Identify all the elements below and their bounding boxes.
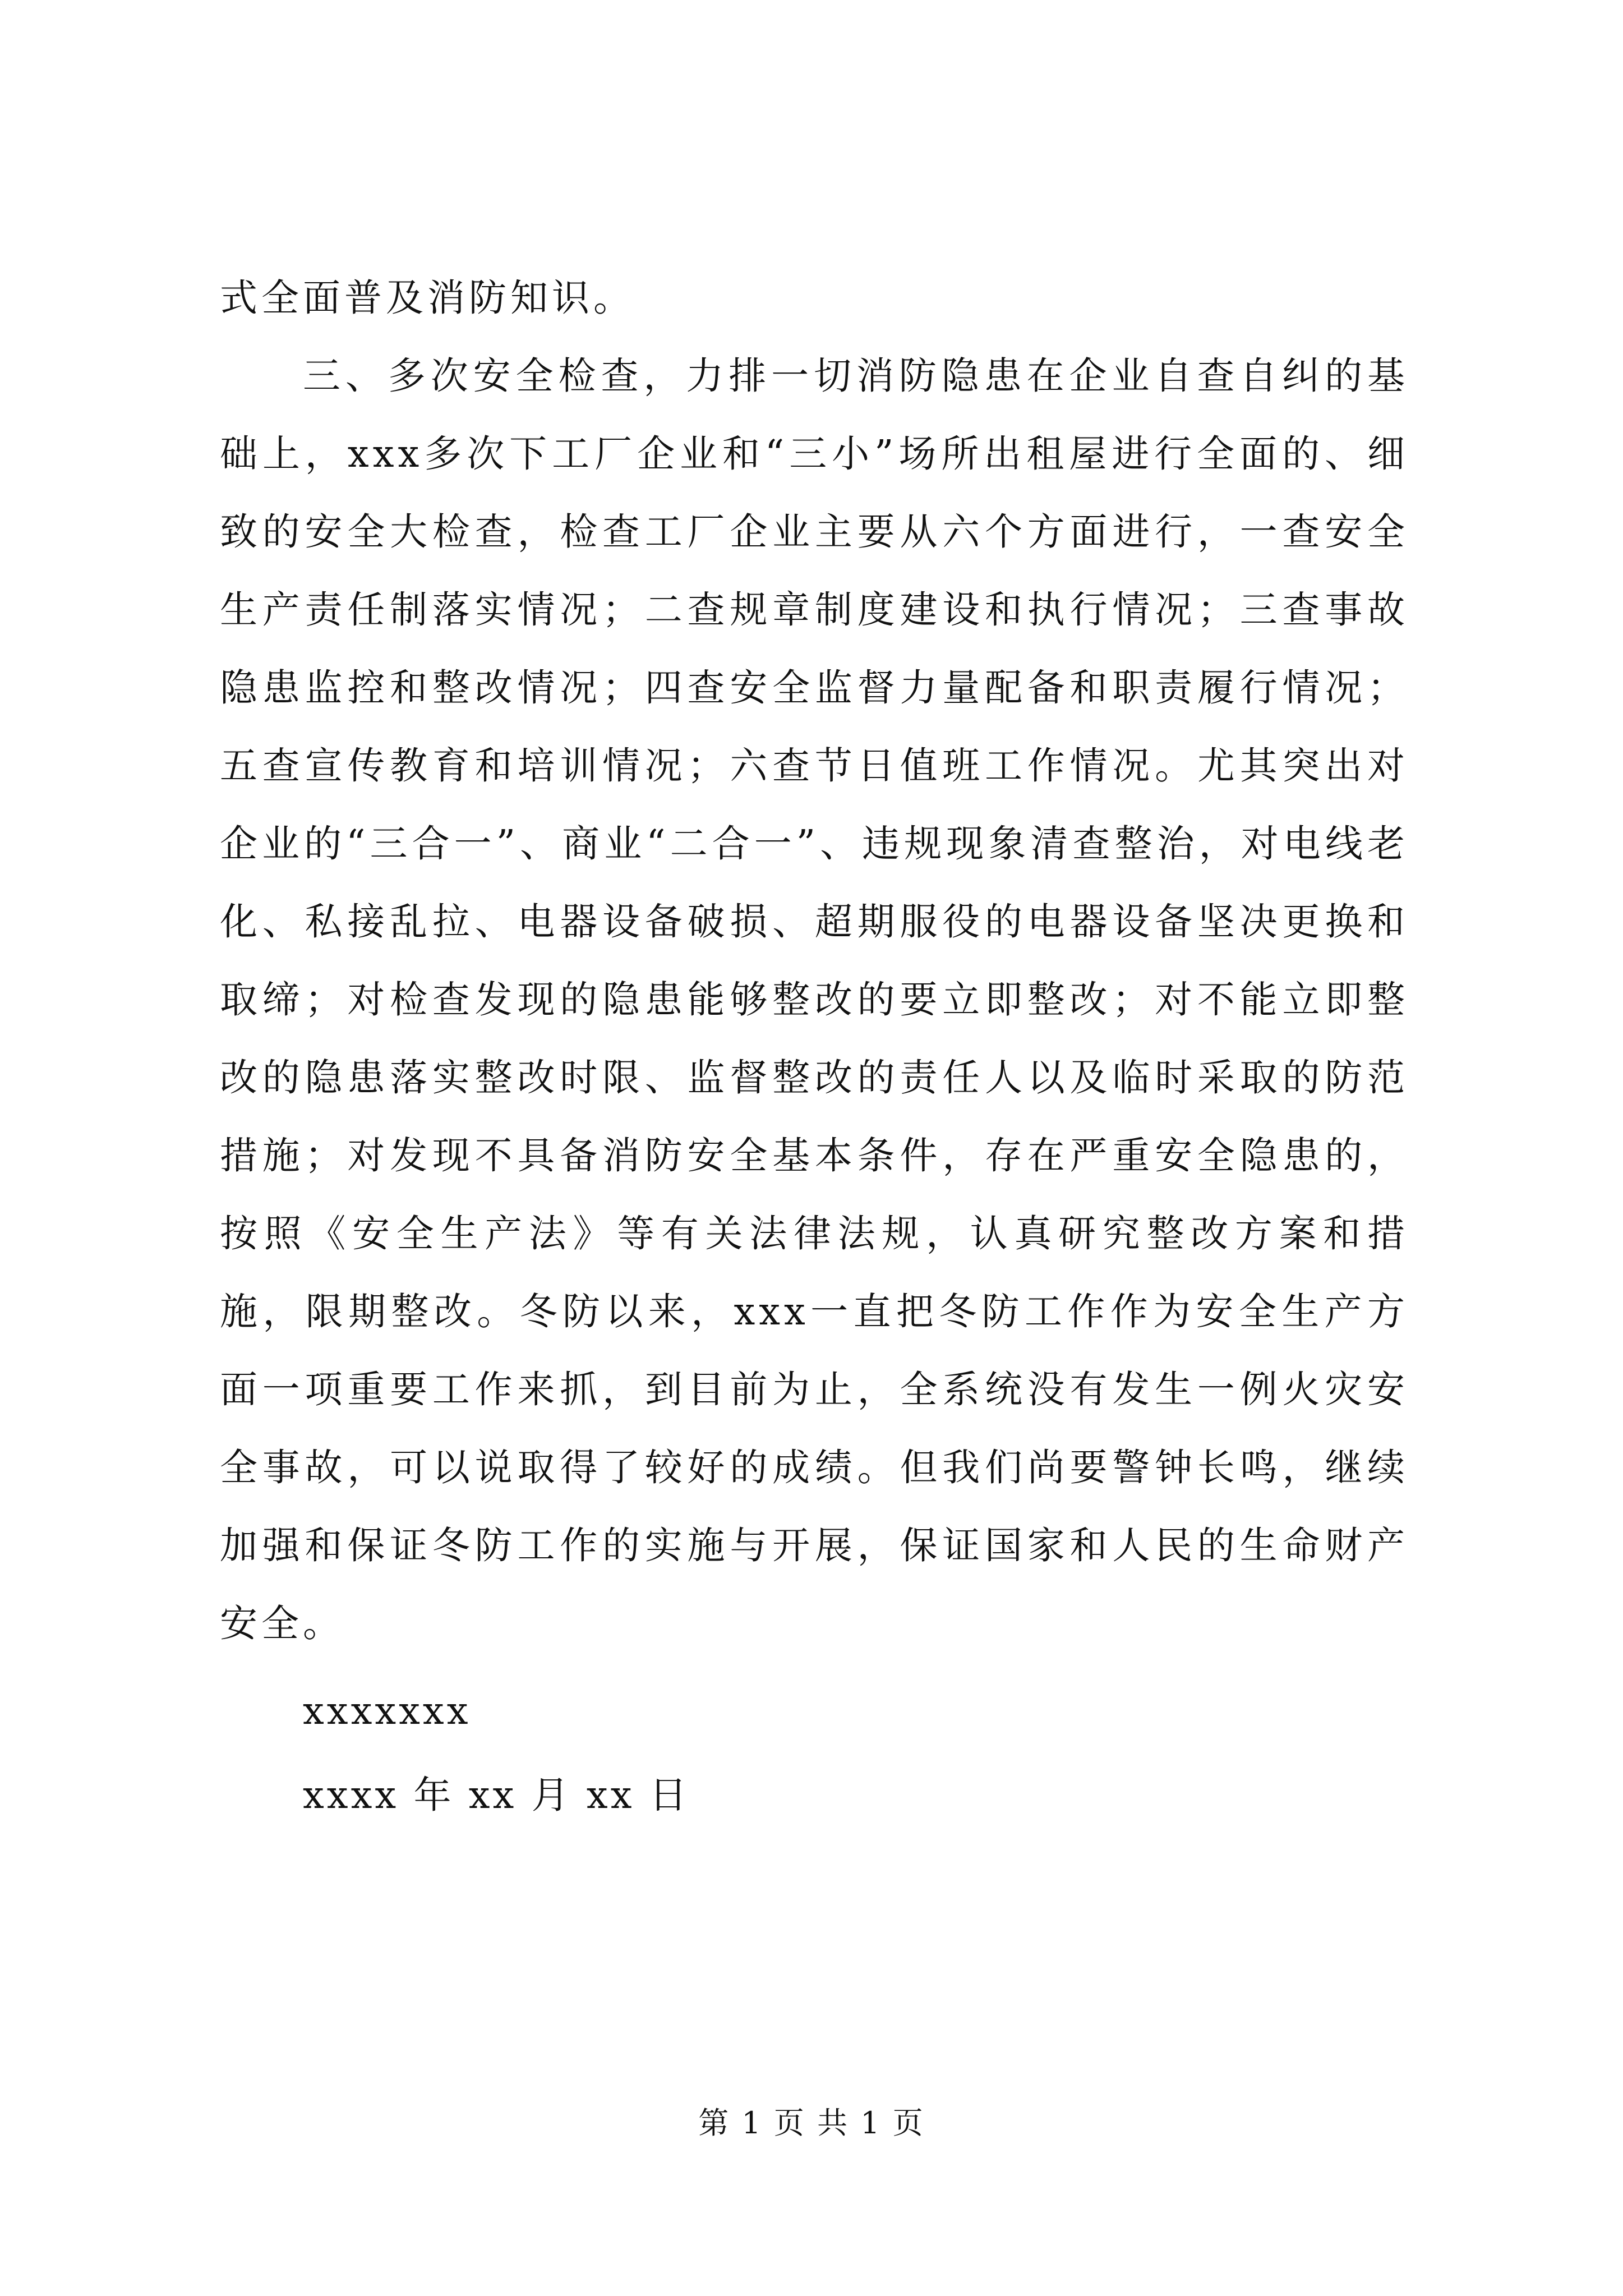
body-text <box>220 259 1409 1663</box>
date-line: xxxx 年 xx 月 xx 日 <box>303 1773 690 1817</box>
continuation-line: 式全面普及消防知识。 <box>220 276 635 320</box>
inspection-paragraph: 三、多次安全检查，力排一切消防隐患在企业自查自纠的基础上，xxx多次下工厂企业和“三小”场所出租屋进行全面的、细致的安全大检查，检查工厂企业主要从六个方面进行，一查安全生产责任制落实情况；二查规章制度建设和执行情况；三查事故隐患监控和整改情况；四查安全监督力量配备和职责履行情况；五查宣传教育和培训情况；六查节日值班工作情况。尤其突出对企业的“三合一”、商业“二合一”、违规现象清查整治，对电线老化、私接乱拉、电器设备破损、超期服役的电器设备坚决更换和取缔；对检查发现的隐患能够整改的要立即整改；对不能立即整改的隐患落实整改时限、监督整改的责任人以及临时采取的防范措施；对发现不具备消防安全基本条件，存在严重安全隐患的，按照《安全生产法》等有关法律法规，认真研究整改方案和措施，限期整改。冬防以来，xxx一直把冬防工作作为安全生产方面一项重要工作来抓，到目前为止，全系统没有发生一例火灾安全事故，可以说取得了较好的成绩。但我们尚要警钟长鸣，继续加强和保证冬防工作的实施与开展，保证国家和人民的生命财产安全。 <box>220 354 1409 1645</box>
page-footer: 第 1 页 共 1 页 <box>698 2105 925 2141</box>
signature-line: xxxxxxx <box>303 1689 471 1733</box>
